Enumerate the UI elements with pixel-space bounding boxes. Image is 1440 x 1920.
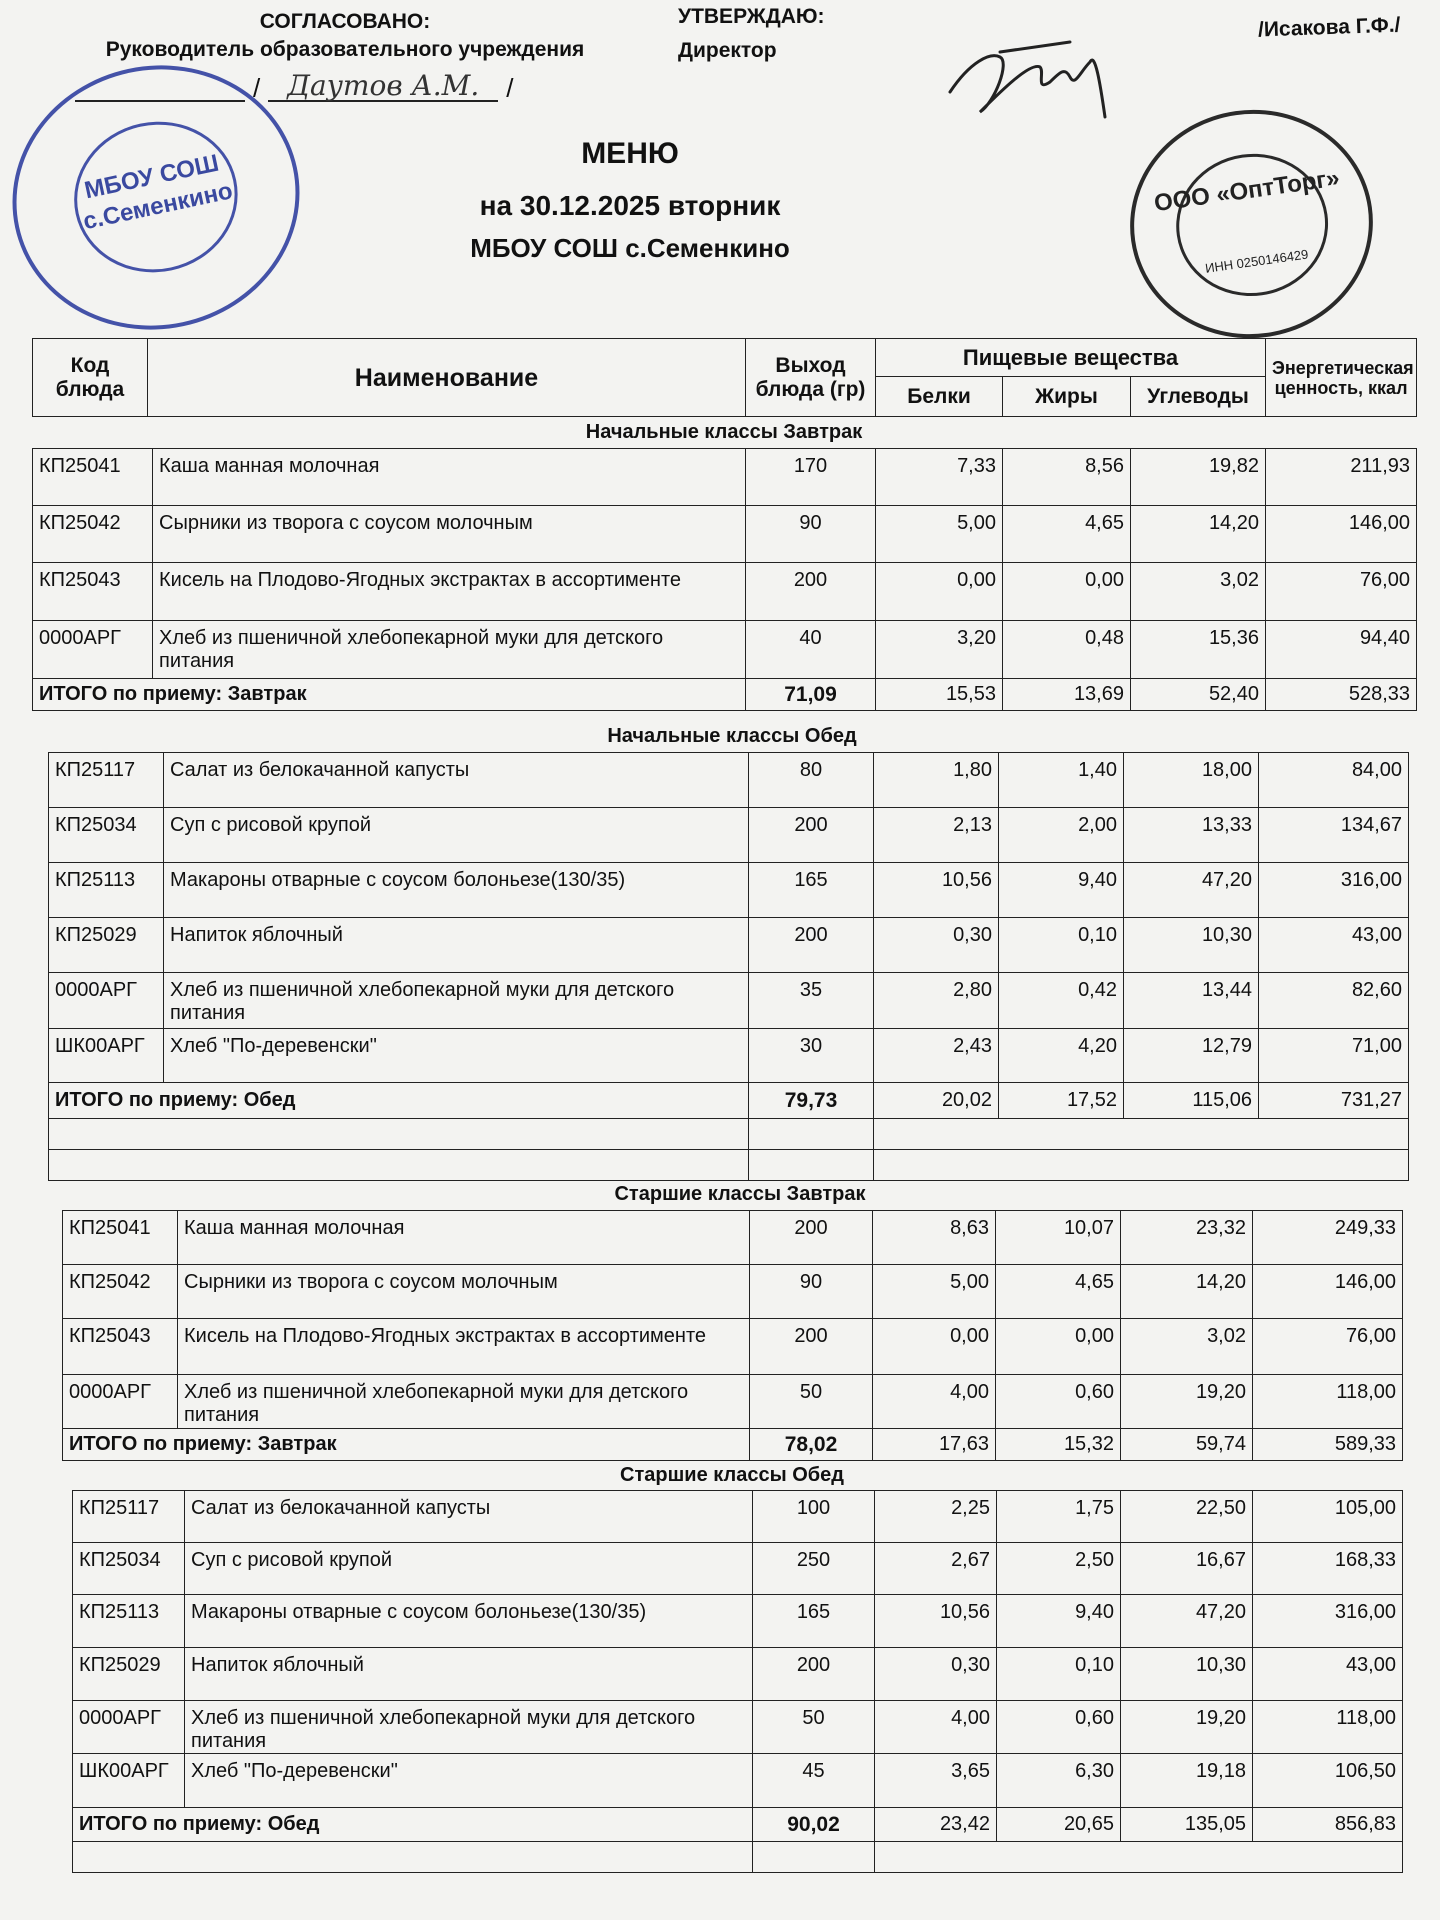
dish-carbs: 15,36 — [1131, 621, 1266, 679]
dish-carbs: 47,20 — [1124, 863, 1259, 918]
section-title: Начальные классы Завтрак — [585, 421, 863, 443]
total-protein: 20,02 — [874, 1083, 999, 1119]
dish-code: КП25113 — [49, 863, 164, 918]
dish-energy: 82,60 — [1259, 973, 1409, 1029]
company-stamp — [1115, 94, 1387, 354]
total-fat: 13,69 — [1003, 679, 1131, 711]
approve-label: УТВЕРЖДАЮ: — [678, 5, 825, 28]
total-row — [49, 1083, 1409, 1119]
dish-output: 35 — [749, 973, 874, 1029]
total-protein: 23,42 — [875, 1808, 997, 1842]
dish-energy: 76,00 — [1253, 1319, 1403, 1375]
empty-row — [73, 1842, 1403, 1873]
dish-carbs: 14,20 — [1121, 1265, 1253, 1319]
dish-protein: 10,56 — [875, 1595, 997, 1648]
dish-name: Каша манная молочная — [178, 1211, 750, 1265]
dish-output: 45 — [753, 1754, 875, 1808]
total-output: 90,02 — [753, 1808, 875, 1842]
total-label: ИТОГО по приему: Обед — [49, 1083, 749, 1119]
dish-energy: 76,00 — [1266, 563, 1417, 621]
dish-carbs: 22,50 — [1121, 1491, 1253, 1543]
table-row — [63, 1265, 1403, 1319]
dish-name: Хлеб из пшеничной хлебопекарной муки для детского питания — [164, 973, 749, 1029]
dish-protein: 3,20 — [876, 621, 1003, 679]
table-row — [63, 1375, 1403, 1429]
table-row — [73, 1595, 1403, 1648]
dish-carbs: 14,20 — [1131, 506, 1266, 563]
dish-output: 200 — [750, 1211, 873, 1265]
dish-code: 0000АРГ — [33, 621, 153, 679]
dish-code: КП25029 — [49, 918, 164, 973]
total-row — [63, 1429, 1403, 1461]
total-energy: 856,83 — [1253, 1808, 1403, 1842]
dish-code: КП25041 — [63, 1211, 178, 1265]
dish-energy: 134,67 — [1259, 808, 1409, 863]
total-protein: 17,63 — [873, 1429, 996, 1461]
table-row — [33, 621, 1417, 679]
dish-carbs: 47,20 — [1121, 1595, 1253, 1648]
dish-name: Хлеб из пшеничной хлебопекарной муки для детского питания — [185, 1701, 753, 1754]
dish-name: Каша манная молочная — [153, 449, 746, 506]
school-stamp-text: МБОУ СОШ с.Семенкино — [80, 149, 235, 236]
dish-carbs: 18,00 — [1124, 753, 1259, 808]
dish-output: 200 — [753, 1648, 875, 1701]
dish-energy: 249,33 — [1253, 1211, 1403, 1265]
total-energy: 528,33 — [1266, 679, 1417, 711]
dish-energy: 94,40 — [1266, 621, 1417, 679]
col-output: Выход блюда (гр) — [746, 339, 876, 417]
dish-carbs: 19,20 — [1121, 1701, 1253, 1754]
dish-energy: 316,00 — [1253, 1595, 1403, 1648]
dish-protein: 0,30 — [874, 918, 999, 973]
dish-output: 165 — [749, 863, 874, 918]
total-energy: 731,27 — [1259, 1083, 1409, 1119]
dish-fat: 1,40 — [999, 753, 1124, 808]
approve-block — [678, 0, 825, 68]
total-fat: 15,32 — [996, 1429, 1121, 1461]
school-name: МБОУ СОШ с.Семенкино — [470, 233, 790, 263]
dish-protein: 2,80 — [874, 973, 999, 1029]
dish-name: Макароны отварные с соусом болоньезе(130/35) — [164, 863, 749, 918]
table-row — [49, 1029, 1409, 1083]
table-row — [63, 1211, 1403, 1265]
dish-output: 40 — [746, 621, 876, 679]
dish-protein: 0,00 — [876, 563, 1003, 621]
dish-fat: 0,00 — [1003, 563, 1131, 621]
dish-carbs: 12,79 — [1124, 1029, 1259, 1083]
table-row — [49, 973, 1409, 1029]
dish-fat: 0,10 — [997, 1648, 1121, 1701]
dish-protein: 5,00 — [873, 1265, 996, 1319]
dish-energy: 146,00 — [1253, 1265, 1403, 1319]
agreed-label: СОГЛАСОВАНО: — [259, 10, 431, 33]
dish-fat: 0,42 — [999, 973, 1124, 1029]
dish-name: Напиток яблочный — [185, 1648, 753, 1701]
dish-energy: 105,00 — [1253, 1491, 1403, 1543]
dish-protein: 5,00 — [876, 506, 1003, 563]
dish-energy: 118,00 — [1253, 1701, 1403, 1754]
dish-fat: 4,65 — [1003, 506, 1131, 563]
dish-name: Сырники из творога с соусом молочным — [178, 1265, 750, 1319]
dish-energy: 106,50 — [1253, 1754, 1403, 1808]
table-row — [73, 1701, 1403, 1754]
dish-energy: 43,00 — [1253, 1648, 1403, 1701]
total-row — [33, 679, 1417, 711]
dish-output: 165 — [753, 1595, 875, 1648]
agreed-handwritten-name: Даутов А.М. — [268, 72, 498, 102]
section-table-primary-lunch — [48, 752, 1409, 1181]
table-row — [49, 863, 1409, 918]
dish-fat: 6,30 — [997, 1754, 1121, 1808]
dish-carbs: 3,02 — [1121, 1319, 1253, 1375]
dish-energy: 43,00 — [1259, 918, 1409, 973]
company-stamp-text: ООО «ОптТорг» — [1152, 164, 1342, 218]
dish-code: КП25034 — [73, 1543, 185, 1595]
dish-fat: 0,48 — [1003, 621, 1131, 679]
dish-protein: 2,43 — [874, 1029, 999, 1083]
dish-fat: 0,60 — [997, 1701, 1121, 1754]
dish-protein: 2,25 — [875, 1491, 997, 1543]
dish-code: 0000АРГ — [49, 973, 164, 1029]
section-title: Начальные классы Обед — [607, 725, 857, 747]
dish-protein: 0,00 — [873, 1319, 996, 1375]
col-code: Код блюда — [33, 339, 148, 417]
dish-name: Макароны отварные с соусом болоньезе(130/35) — [185, 1595, 753, 1648]
dish-protein: 3,65 — [875, 1754, 997, 1808]
total-carbs: 135,05 — [1121, 1808, 1253, 1842]
dish-output: 90 — [746, 506, 876, 563]
dish-fat: 2,00 — [999, 808, 1124, 863]
dish-name: Суп с рисовой крупой — [185, 1543, 753, 1595]
table-row — [73, 1648, 1403, 1701]
director-signature — [940, 22, 1120, 132]
total-fat: 17,52 — [999, 1083, 1124, 1119]
dish-energy: 71,00 — [1259, 1029, 1409, 1083]
dish-name: Хлеб "По-деревенски" — [185, 1754, 753, 1808]
dish-output: 100 — [753, 1491, 875, 1543]
dish-code: КП25117 — [73, 1491, 185, 1543]
dish-energy: 146,00 — [1266, 506, 1417, 563]
dish-output: 30 — [749, 1029, 874, 1083]
table-row — [49, 753, 1409, 808]
dish-energy: 211,93 — [1266, 449, 1417, 506]
dish-protein: 2,13 — [874, 808, 999, 863]
section-table-primary-breakfast — [32, 448, 1417, 711]
dish-protein: 4,00 — [875, 1701, 997, 1754]
dish-code: КП25029 — [73, 1648, 185, 1701]
agreed-signature-line: / Даутов А.М. / — [75, 70, 615, 102]
dish-code: ШК00АРГ — [49, 1029, 164, 1083]
total-label: ИТОГО по приему: Завтрак — [63, 1429, 750, 1461]
dish-protein: 0,30 — [875, 1648, 997, 1701]
dish-fat: 4,20 — [999, 1029, 1124, 1083]
dish-output: 250 — [753, 1543, 875, 1595]
dish-name: Хлеб "По-деревенски" — [164, 1029, 749, 1083]
dish-code: КП25034 — [49, 808, 164, 863]
dish-name: Хлеб из пшеничной хлебопекарной муки для детского питания — [178, 1375, 750, 1429]
dish-fat: 0,60 — [996, 1375, 1121, 1429]
dish-protein: 1,80 — [874, 753, 999, 808]
total-label: ИТОГО по приему: Завтрак — [33, 679, 746, 711]
dish-protein: 7,33 — [876, 449, 1003, 506]
dish-output: 200 — [749, 808, 874, 863]
column-header-table — [32, 338, 1417, 417]
total-output: 79,73 — [749, 1083, 874, 1119]
dish-code: КП25113 — [73, 1595, 185, 1648]
dish-fat: 4,65 — [996, 1265, 1121, 1319]
dish-carbs: 19,20 — [1121, 1375, 1253, 1429]
approver-name: /Исакова Г.Ф./ — [1257, 13, 1401, 42]
dish-output: 200 — [749, 918, 874, 973]
dish-code: КП25041 — [33, 449, 153, 506]
dish-name: Кисель на Плодово-Ягодных экстрактах в ассортименте — [178, 1319, 750, 1375]
table-row — [49, 808, 1409, 863]
col-fat: Жиры — [1003, 377, 1131, 417]
dish-output: 200 — [750, 1319, 873, 1375]
dish-output: 90 — [750, 1265, 873, 1319]
dish-protein: 10,56 — [874, 863, 999, 918]
section-table-senior-breakfast — [62, 1210, 1403, 1461]
table-row — [33, 506, 1417, 563]
dish-carbs: 3,02 — [1131, 563, 1266, 621]
section-title: Старшие классы Завтрак — [614, 1183, 866, 1205]
table-row — [49, 918, 1409, 973]
dish-fat: 0,00 — [996, 1319, 1121, 1375]
dish-name: Салат из белокачанной капусты — [185, 1491, 753, 1543]
dish-name: Салат из белокачанной капусты — [164, 753, 749, 808]
dish-code: 0000АРГ — [73, 1701, 185, 1754]
dish-carbs: 23,32 — [1121, 1211, 1253, 1265]
dish-code: КП25042 — [33, 506, 153, 563]
approve-role: Директор — [678, 39, 777, 62]
table-row — [73, 1543, 1403, 1595]
dish-protein: 2,67 — [875, 1543, 997, 1595]
company-stamp-inn: ИНН 0250146429 — [1204, 246, 1310, 276]
dish-output: 50 — [753, 1701, 875, 1754]
dish-fat: 0,10 — [999, 918, 1124, 973]
dish-code: КП25043 — [63, 1319, 178, 1375]
dish-energy: 316,00 — [1259, 863, 1409, 918]
section-title: Старшие классы Обед — [620, 1464, 844, 1486]
dish-code: 0000АРГ — [63, 1375, 178, 1429]
col-nutrients: Пищевые вещества — [876, 339, 1266, 377]
dish-fat: 1,75 — [997, 1491, 1121, 1543]
dish-name: Суп с рисовой крупой — [164, 808, 749, 863]
dish-name: Хлеб из пшеничной хлебопекарной муки для детского питания — [153, 621, 746, 679]
dish-code: КП25043 — [33, 563, 153, 621]
total-carbs: 52,40 — [1131, 679, 1266, 711]
empty-row — [49, 1150, 1409, 1181]
table-row — [33, 563, 1417, 621]
menu-date: на 30.12.2025 вторник — [479, 190, 781, 221]
total-protein: 15,53 — [876, 679, 1003, 711]
table-row — [73, 1754, 1403, 1808]
dish-code: КП25117 — [49, 753, 164, 808]
dish-output: 170 — [746, 449, 876, 506]
dish-energy: 84,00 — [1259, 753, 1409, 808]
dish-name: Напиток яблочный — [164, 918, 749, 973]
total-output: 78,02 — [750, 1429, 873, 1461]
dish-energy: 168,33 — [1253, 1543, 1403, 1595]
col-carbs: Углеводы — [1131, 377, 1266, 417]
agreed-role: Руководитель образовательного учреждения — [105, 38, 585, 61]
dish-output: 80 — [749, 753, 874, 808]
dish-output: 200 — [746, 563, 876, 621]
dish-carbs: 16,67 — [1121, 1543, 1253, 1595]
dish-carbs: 13,33 — [1124, 808, 1259, 863]
dish-energy: 118,00 — [1253, 1375, 1403, 1429]
col-name: Наименование — [148, 339, 746, 417]
empty-row — [49, 1119, 1409, 1150]
dish-fat: 8,56 — [1003, 449, 1131, 506]
dish-carbs: 13,44 — [1124, 973, 1259, 1029]
table-row — [73, 1491, 1403, 1543]
dish-name: Сырники из творога с соусом молочным — [153, 506, 746, 563]
dish-code: ШК00АРГ — [73, 1754, 185, 1808]
section-table-senior-lunch — [72, 1490, 1403, 1873]
dish-output: 50 — [750, 1375, 873, 1429]
total-output: 71,09 — [746, 679, 876, 711]
dish-fat: 10,07 — [996, 1211, 1121, 1265]
col-energy: Энергетическая ценность, ккал — [1266, 339, 1417, 417]
dish-fat: 2,50 — [997, 1543, 1121, 1595]
dish-protein: 4,00 — [873, 1375, 996, 1429]
total-energy: 589,33 — [1253, 1429, 1403, 1461]
dish-protein: 8,63 — [873, 1211, 996, 1265]
dish-carbs: 10,30 — [1121, 1648, 1253, 1701]
dish-fat: 9,40 — [999, 863, 1124, 918]
menu-title: МЕНЮ — [581, 137, 679, 170]
table-row — [33, 449, 1417, 506]
table-row — [63, 1319, 1403, 1375]
dish-carbs: 19,82 — [1131, 449, 1266, 506]
total-label: ИТОГО по приему: Обед — [73, 1808, 753, 1842]
dish-code: КП25042 — [63, 1265, 178, 1319]
dish-carbs: 19,18 — [1121, 1754, 1253, 1808]
col-protein: Белки — [876, 377, 1003, 417]
total-fat: 20,65 — [997, 1808, 1121, 1842]
total-carbs: 115,06 — [1124, 1083, 1259, 1119]
total-row — [73, 1808, 1403, 1842]
dish-carbs: 10,30 — [1124, 918, 1259, 973]
dish-name: Кисель на Плодово-Ягодных экстрактах в ассортименте — [153, 563, 746, 621]
menu-title-block — [380, 134, 880, 268]
dish-fat: 9,40 — [997, 1595, 1121, 1648]
total-carbs: 59,74 — [1121, 1429, 1253, 1461]
